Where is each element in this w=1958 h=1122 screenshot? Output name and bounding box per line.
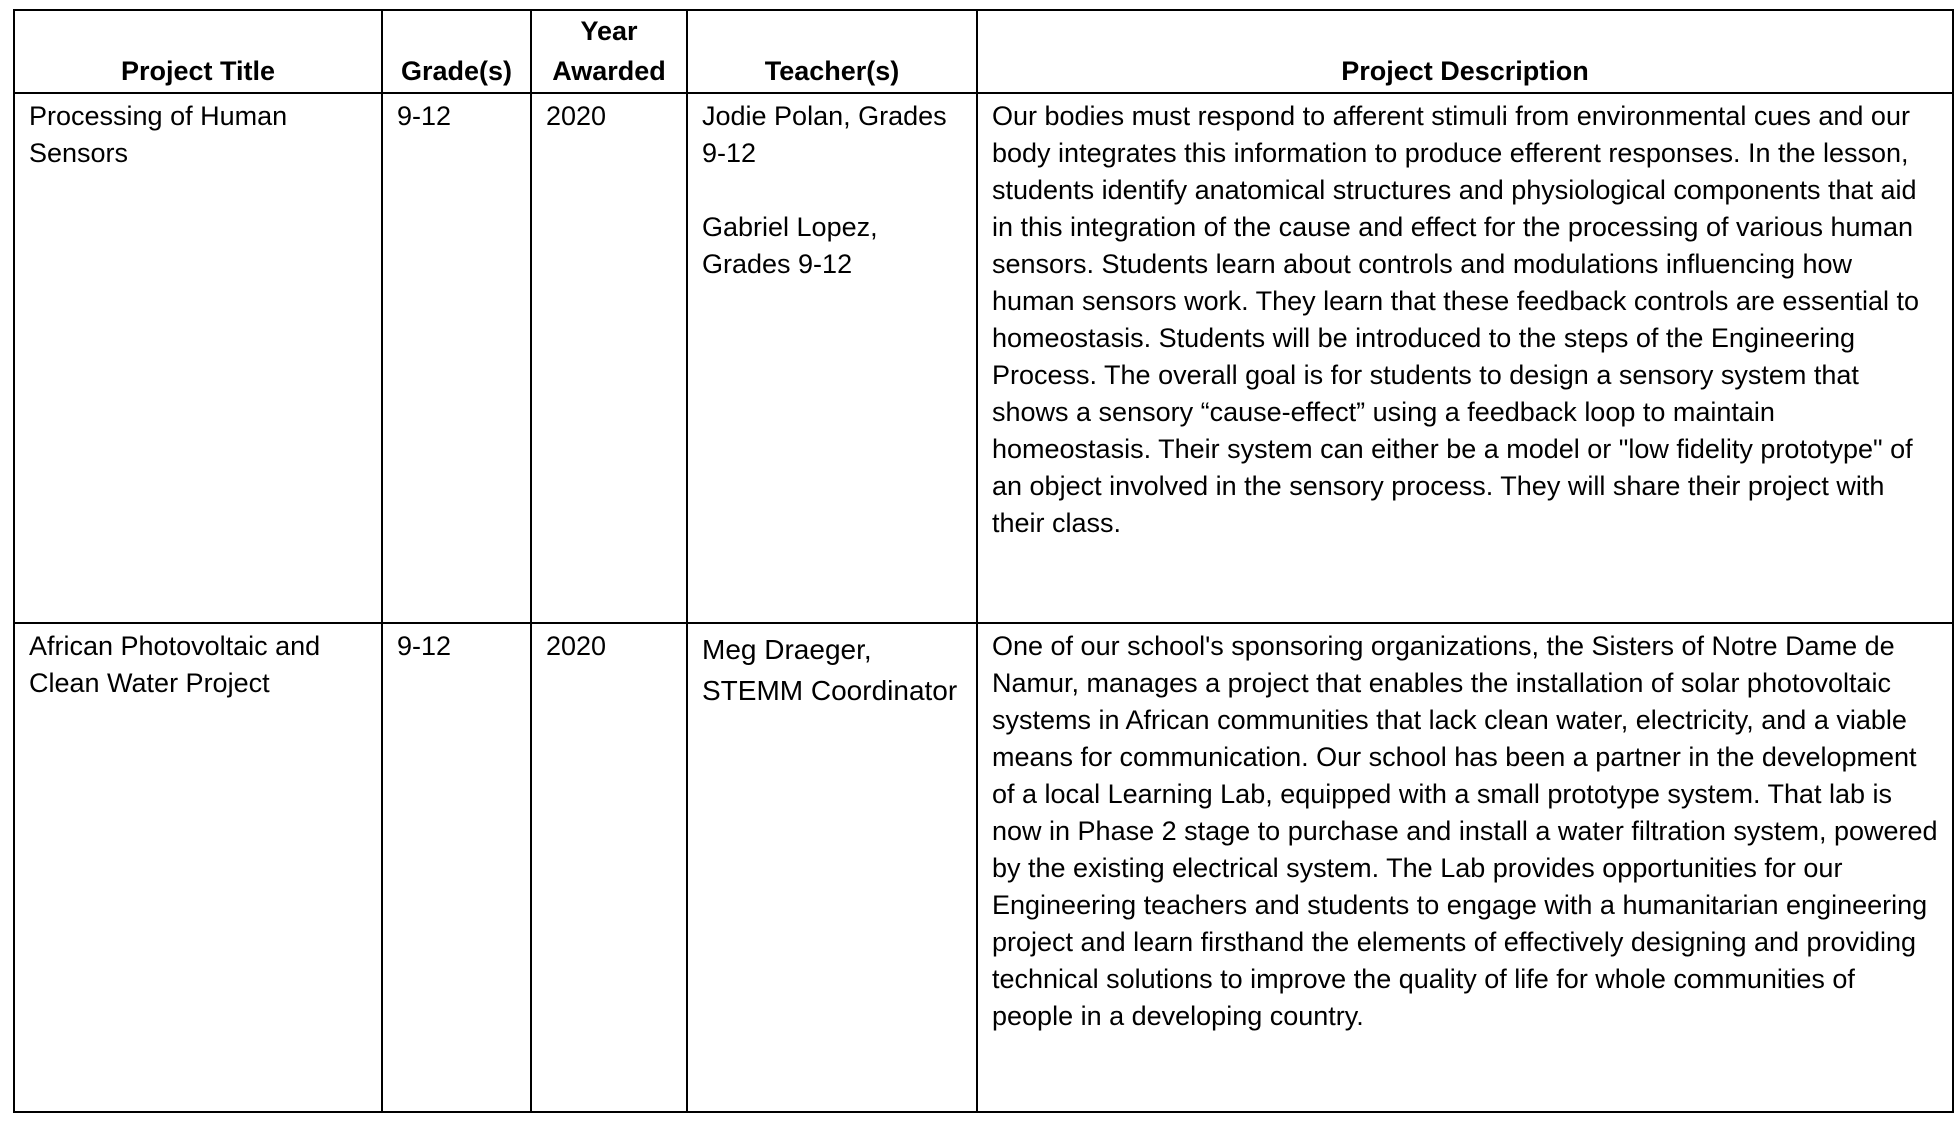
header-grades: Grade(s): [382, 10, 531, 93]
header-year-line1: Year: [580, 16, 638, 46]
teacher-entry: Meg Draeger, STEMM Coordinator: [702, 634, 958, 706]
header-row: [14, 10, 1953, 93]
cell-project-description: One of our school's sponsoring organizations, the Sisters of Notre Dame de Namur, manages a project that enables the installation of solar photovoltaic systems in African communities that lack clean water, electricity, and a viable means for communication. Our school has been a partner in the development of a local Learning Lab, equipped with a small prototype system. That lab is now in Phase 2 stage to purchase and install a water filtration system, powered by the existing electrical system. The Lab provides opportunities for our Engineering teachers and students to engage with a humanitarian engineering project and learn firsthand the elements of effectively designing and providing technical solutions to improve the quality of life for whole communities of people in a developing country.: [977, 623, 1953, 1112]
table-row: [14, 623, 1953, 1112]
header-project-description: Project Description: [977, 10, 1953, 93]
header-year-line2: Awarded: [552, 56, 666, 86]
teacher-entry: Gabriel Lopez, Grades 9-12: [702, 212, 878, 279]
cell-project-title: Processing of Human Sensors: [14, 93, 382, 623]
teacher-entry: Jodie Polan, Grades 9-12: [702, 101, 947, 168]
cell-project-title: African Photovoltaic and Clean Water Project: [14, 623, 382, 1112]
cell-year-awarded: 2020: [531, 623, 687, 1112]
cell-grades: 9-12: [382, 93, 531, 623]
projects-table: [13, 9, 1954, 1113]
header-teachers: Teacher(s): [687, 10, 977, 93]
header-project-title: Project Title: [14, 10, 382, 93]
cell-teachers: [687, 93, 977, 623]
cell-grades: 9-12: [382, 623, 531, 1112]
table-row: [14, 93, 1953, 623]
cell-project-description: Our bodies must respond to afferent stimuli from environmental cues and our body integrates this information to produce efferent responses. In the lesson, students identify anatomical structures and physiological components that aid in this integration of the cause and effect for the processing of various human sensors. Students learn about controls and modulations influencing how human sensors work. They learn that these feedback controls are essential to homeostasis. Students will be introduced to the steps of the Engineering Process. The overall goal is for students to design a sensory system that shows a sensory “cause-effect” using a feedback loop to maintain homeostasis. Their system can either be a model or "low fidelity prototype" of an object involved in the sensory process. They will share their project with their class.: [977, 93, 1953, 623]
header-year-awarded: [531, 10, 687, 93]
cell-teachers: [687, 623, 977, 1112]
cell-year-awarded: 2020: [531, 93, 687, 623]
